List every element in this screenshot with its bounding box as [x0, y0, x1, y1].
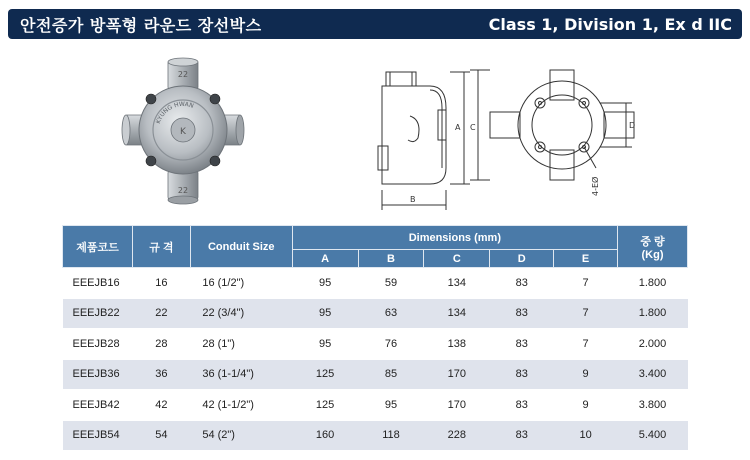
dim-label-a: A: [455, 123, 461, 132]
cell-d: 83: [490, 420, 554, 451]
cell-size: 22: [132, 298, 190, 329]
cell-conduit: 54 (2"): [190, 420, 292, 451]
cell-code: EEEJB22: [63, 298, 133, 329]
cell-e: 9: [554, 359, 618, 390]
cell-d: 83: [490, 329, 554, 360]
cell-b: 76: [358, 329, 424, 360]
header-weight: [618, 226, 688, 268]
cell-c: 138: [424, 329, 490, 360]
header-c: C: [424, 250, 490, 268]
cell-size: 16: [132, 268, 190, 299]
screw-icon: [210, 94, 220, 104]
cell-a: 95: [292, 298, 358, 329]
cell-a: 125: [292, 390, 358, 421]
cell-weight: 2.000: [618, 329, 688, 360]
screw-icon: [210, 156, 220, 166]
cell-d: 83: [490, 390, 554, 421]
cell-c: 134: [424, 268, 490, 299]
header-weight-line1: 중 량: [640, 235, 665, 248]
cast-number-bottom: 22: [177, 186, 189, 195]
cell-a: 125: [292, 359, 358, 390]
spec-table: [62, 225, 688, 451]
product-photo: [118, 52, 248, 212]
classification-label: Class 1, Division 1, Ex d IIC: [488, 14, 732, 34]
header-weight-line2: (Kg): [641, 248, 664, 261]
cell-c: 228: [424, 420, 490, 451]
cell-e: 9: [554, 390, 618, 421]
cell-code: EEEJB54: [63, 420, 133, 451]
header-size: 규 격: [132, 226, 190, 268]
cell-a: 95: [292, 329, 358, 360]
cell-e: 7: [554, 329, 618, 360]
cell-conduit: 42 (1-1/2"): [190, 390, 292, 421]
cell-b: 59: [358, 268, 424, 299]
cast-ring-text: KYUNG HWAN: [154, 100, 195, 125]
cell-c: 170: [424, 390, 490, 421]
table-row: [63, 329, 688, 360]
table-row: [63, 390, 688, 421]
dim-label-e: 4-EØ: [591, 176, 600, 196]
table-row: [63, 298, 688, 329]
cell-size: 36: [132, 359, 190, 390]
cell-weight: 5.400: [618, 420, 688, 451]
cell-a: 160: [292, 420, 358, 451]
cell-weight: 1.800: [618, 298, 688, 329]
header-e: E: [554, 250, 618, 268]
dim-label-d: D: [629, 121, 636, 130]
cell-e: 7: [554, 298, 618, 329]
cell-d: 83: [490, 298, 554, 329]
dim-label-b: B: [410, 195, 416, 204]
cell-b: 118: [358, 420, 424, 451]
table-row: [63, 420, 688, 451]
cell-e: 10: [554, 420, 618, 451]
cell-code: EEEJB42: [63, 390, 133, 421]
cell-a: 95: [292, 268, 358, 299]
header-dimensions: Dimensions (mm): [292, 226, 617, 250]
cell-c: 170: [424, 359, 490, 390]
table-row: [63, 268, 688, 299]
screw-icon: [146, 156, 156, 166]
screw-icon: [146, 94, 156, 104]
cell-size: 28: [132, 329, 190, 360]
page-title: 안전증가 방폭형 라운드 장선박스: [20, 15, 262, 35]
cell-b: 95: [358, 390, 424, 421]
dim-label-c: C: [470, 123, 476, 132]
cell-d: 83: [490, 359, 554, 390]
cell-code: EEEJB16: [63, 268, 133, 299]
cell-weight: 3.400: [618, 359, 688, 390]
table-row: [63, 359, 688, 390]
cell-size: 54: [132, 420, 190, 451]
cell-conduit: 16 (1/2"): [190, 268, 292, 299]
title-bar: [8, 9, 742, 39]
cell-code: EEEJB36: [63, 359, 133, 390]
cell-weight: 3.800: [618, 390, 688, 421]
svg-text:K: K: [180, 127, 186, 137]
cell-b: 85: [358, 359, 424, 390]
cell-weight: 1.800: [618, 268, 688, 299]
header-b: B: [358, 250, 424, 268]
header-conduit: Conduit Size: [190, 226, 292, 268]
cell-conduit: 22 (3/4"): [190, 298, 292, 329]
header-d: D: [490, 250, 554, 268]
dimension-drawing: [370, 50, 650, 218]
cell-code: EEEJB28: [63, 329, 133, 360]
cell-e: 7: [554, 268, 618, 299]
cast-number-top: 22: [177, 70, 189, 79]
cell-conduit: 36 (1-1/4"): [190, 359, 292, 390]
cell-c: 134: [424, 298, 490, 329]
header-code: 제품코드: [63, 226, 133, 268]
header-a: A: [292, 250, 358, 268]
cell-size: 42: [132, 390, 190, 421]
cell-conduit: 28 (1"): [190, 329, 292, 360]
cell-d: 83: [490, 268, 554, 299]
cell-b: 63: [358, 298, 424, 329]
